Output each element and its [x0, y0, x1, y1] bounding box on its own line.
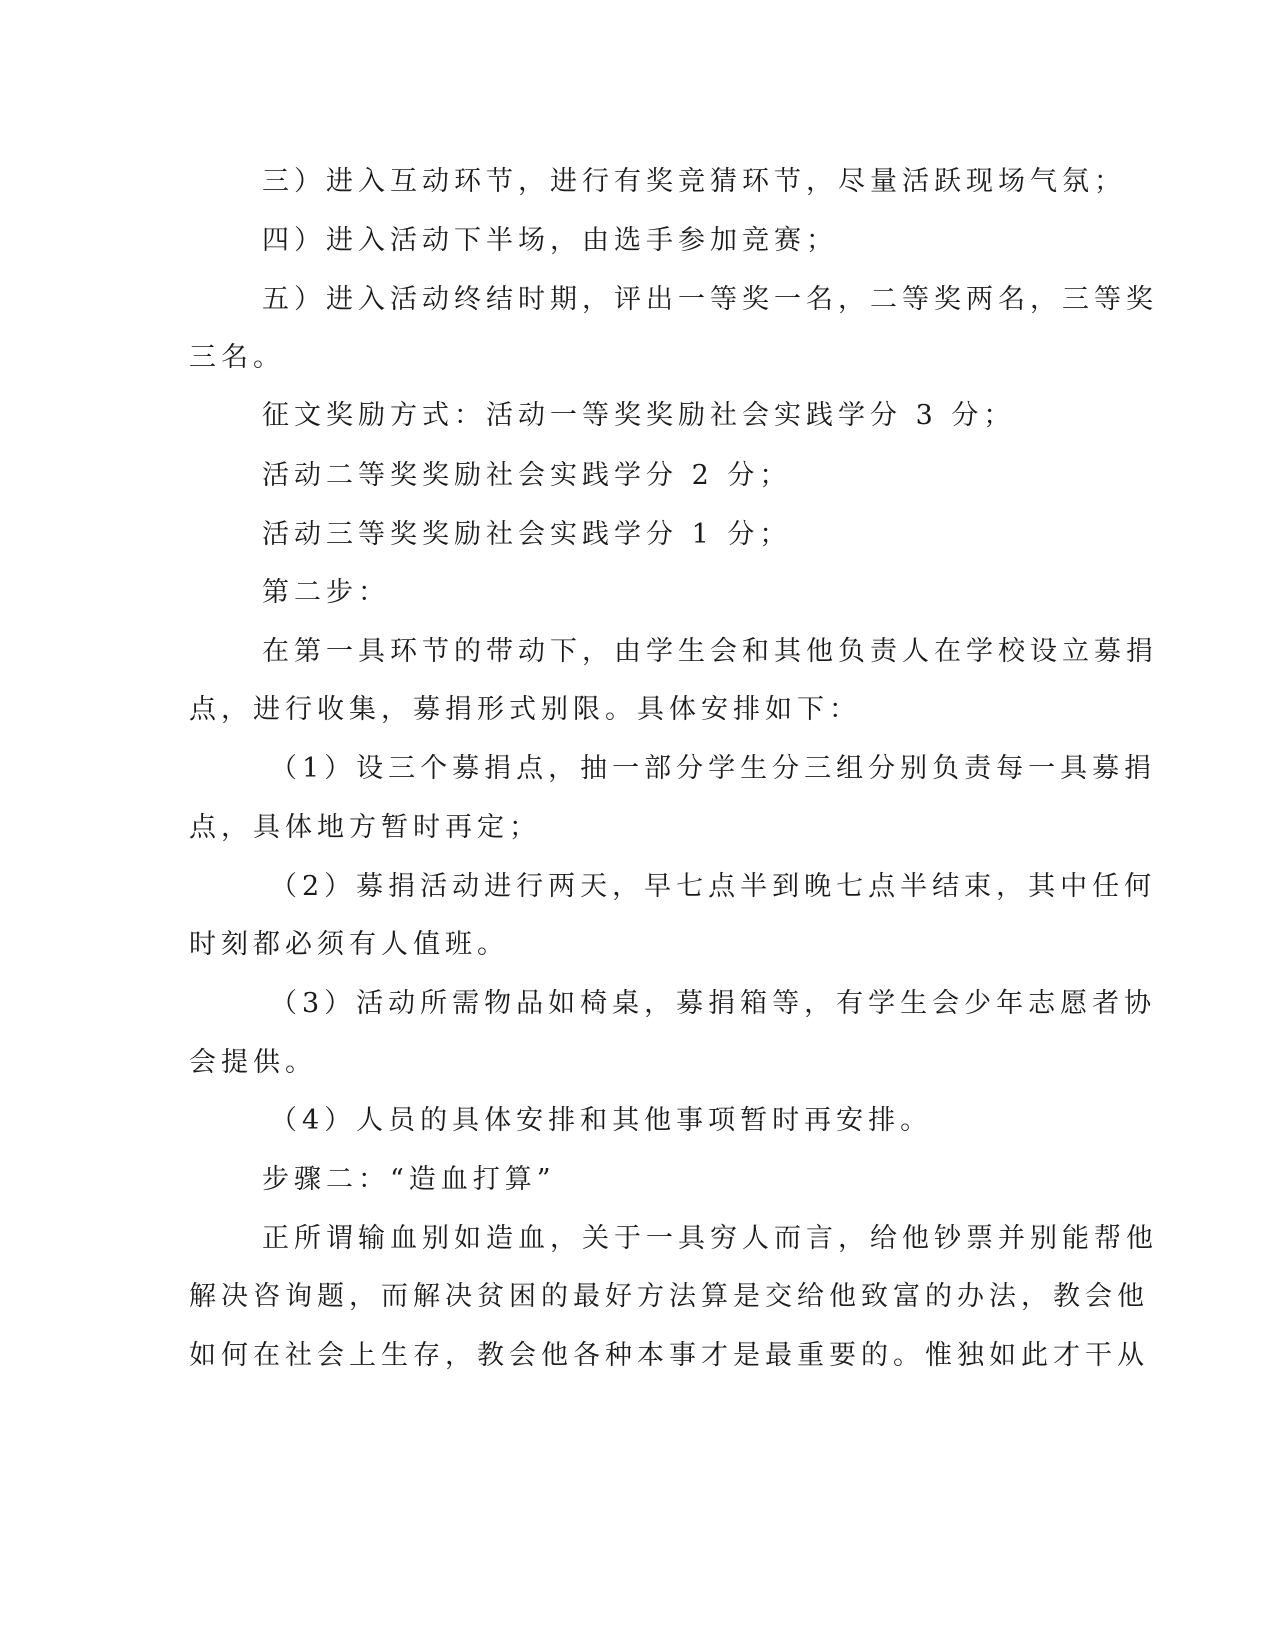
- paragraph-line: 征文奖励方式：活动一等奖奖励社会实践学分 3 分；: [262, 400, 1016, 431]
- paragraph-line: 正所谓输血别如造血，关于一具穷人而言，给他钞票并别能帮他: [262, 1223, 1158, 1254]
- paragraph-line: 五）进入活动终结时期，评出一等奖一名，二等奖两名，三等奖: [262, 284, 1158, 315]
- paragraph-line: 点，进行收集，募捐形式别限。具体安排如下：: [189, 694, 861, 725]
- list-item: （2）募捐活动进行两天，早七点半到晚七点半结束，其中任何: [270, 871, 1157, 902]
- section-heading: 第二步：: [262, 577, 390, 608]
- section-heading: 步骤二：“造血打算”: [262, 1164, 556, 1195]
- paragraph-line: 四）进入活动下半场，由选手参加竞赛；: [262, 225, 838, 256]
- paragraph-line: 活动三等奖奖励社会实践学分 1 分；: [262, 519, 792, 550]
- paragraph-line: 三）进入互动环节，进行有奖竞猜环节，尽量活跃现场气氛；: [262, 166, 1126, 197]
- paragraph-line: 在第一具环节的带动下，由学生会和其他负责人在学校设立募捐: [262, 636, 1158, 667]
- paragraph-line: 点，具体地方暂时再定；: [189, 812, 541, 843]
- paragraph-line: 三名。: [189, 342, 285, 373]
- list-item: （4）人员的具体安排和其他事项暂时再安排。: [270, 1105, 933, 1136]
- paragraph-line: 时刻都必须有人值班。: [189, 929, 509, 960]
- paragraph-line: 解决咨询题，而解决贫困的最好方法算是交给他致富的办法，教会他: [189, 1281, 1149, 1312]
- list-item: （1）设三个募捐点，抽一部分学生分三组分别负责每一具募捐: [270, 753, 1157, 784]
- list-item: （3）活动所需物品如椅桌，募捐箱等，有学生会少年志愿者协: [270, 988, 1157, 1019]
- paragraph-line: 如何在社会上生存，教会他各种本事才是最重要的。惟独如此才干从: [189, 1340, 1149, 1371]
- paragraph-line: 活动二等奖奖励社会实践学分 2 分；: [262, 460, 792, 491]
- paragraph-line: 会提供。: [189, 1047, 317, 1078]
